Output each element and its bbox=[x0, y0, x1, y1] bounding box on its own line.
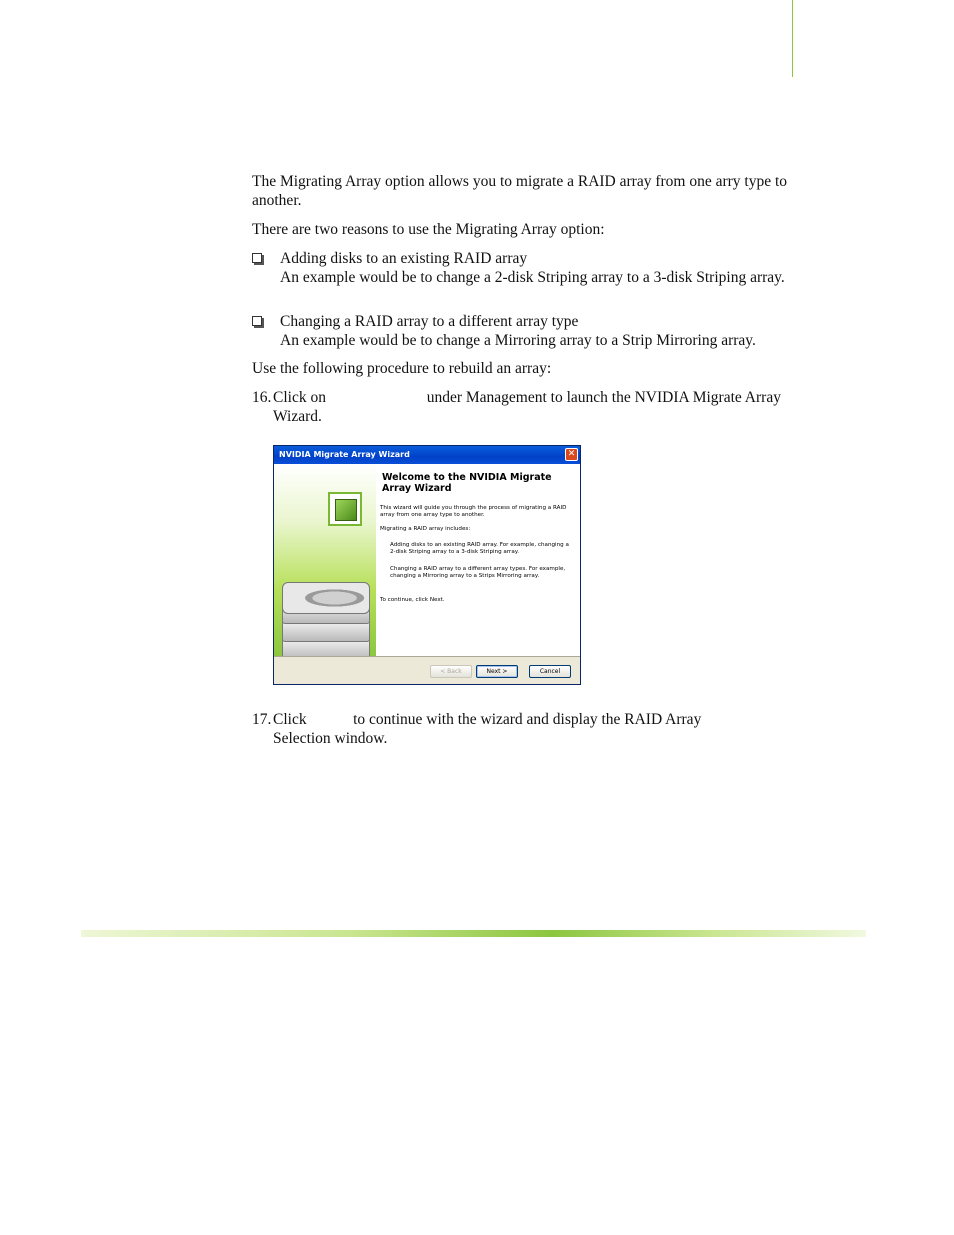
bullet-title: Changing a RAID array to a different array type bbox=[280, 313, 579, 330]
bullet-item bbox=[252, 249, 812, 287]
bullet-title: Adding disks to an existing RAID array bbox=[280, 250, 528, 267]
next-button[interactable]: Next > bbox=[476, 665, 518, 678]
wizard-content bbox=[376, 464, 580, 656]
step-text: Click to continue with the wizard and display the RAID Array Selection window. bbox=[273, 711, 706, 747]
wizard-side-banner bbox=[274, 464, 376, 656]
step-text: Click on under Management to launch the NVIDIA Migrate Array Wizard. bbox=[273, 389, 785, 425]
checkbox-bullet-icon bbox=[252, 316, 262, 326]
wizard-intro: This wizard will guide you through the process of migrating a RAID array from one array type to another. bbox=[380, 505, 567, 518]
cancel-button[interactable]: Cancel bbox=[529, 665, 571, 678]
wizard-continue-hint: To continue, click Next. bbox=[380, 597, 445, 603]
header-vertical-rule bbox=[792, 0, 793, 77]
bullet-detail: An example would be to change a 2-disk Striping array to a 3-disk Striping array. bbox=[280, 269, 785, 286]
intro-text bbox=[252, 172, 792, 210]
bullet-item bbox=[252, 312, 812, 350]
bullet-detail: An example would be to change a Mirroring array to a Strip Mirroring array. bbox=[280, 332, 756, 349]
wizard-heading: Welcome to the NVIDIA Migrate Array Wizard bbox=[382, 472, 552, 494]
step-16 bbox=[252, 388, 785, 426]
checkbox-bullet-icon bbox=[252, 253, 262, 263]
wizard-option-add-disks: Adding disks to an existing RAID array. For example, changing a 2-disk Striping array to a 3-disk Striping array. bbox=[390, 542, 569, 555]
wizard-window-title: NVIDIA Migrate Array Wizard bbox=[279, 450, 410, 459]
back-button[interactable]: < Back bbox=[430, 665, 472, 678]
wizard-includes: Migrating a RAID array includes: bbox=[380, 526, 471, 532]
intro-text-2 bbox=[252, 220, 792, 239]
intro-paragraph-2: There are two reasons to use the Migrating Array option: bbox=[252, 221, 605, 238]
nvidia-logo-icon bbox=[328, 492, 362, 526]
footer-green-rule bbox=[81, 930, 866, 937]
hard-disk-platter-icon bbox=[282, 582, 370, 614]
wizard-option-change-type: Changing a RAID array to a different array types. For example, changing a Mirroring array to a Strips Mirroring array. bbox=[390, 566, 566, 579]
step-number: 16. bbox=[252, 389, 272, 406]
procedure-intro bbox=[252, 359, 792, 378]
wizard-titlebar bbox=[274, 446, 580, 464]
step-number: 17. bbox=[252, 711, 272, 728]
step-17 bbox=[252, 710, 732, 748]
migrate-array-wizard-window bbox=[273, 445, 581, 685]
intro-paragraph-1: The Migrating Array option allows you to migrate a RAID array from one arry type to another. bbox=[252, 173, 788, 209]
close-icon[interactable]: ✕ bbox=[565, 448, 578, 461]
procedure-intro-text: Use the following procedure to rebuild an array: bbox=[252, 360, 552, 377]
wizard-button-bar bbox=[274, 656, 580, 684]
